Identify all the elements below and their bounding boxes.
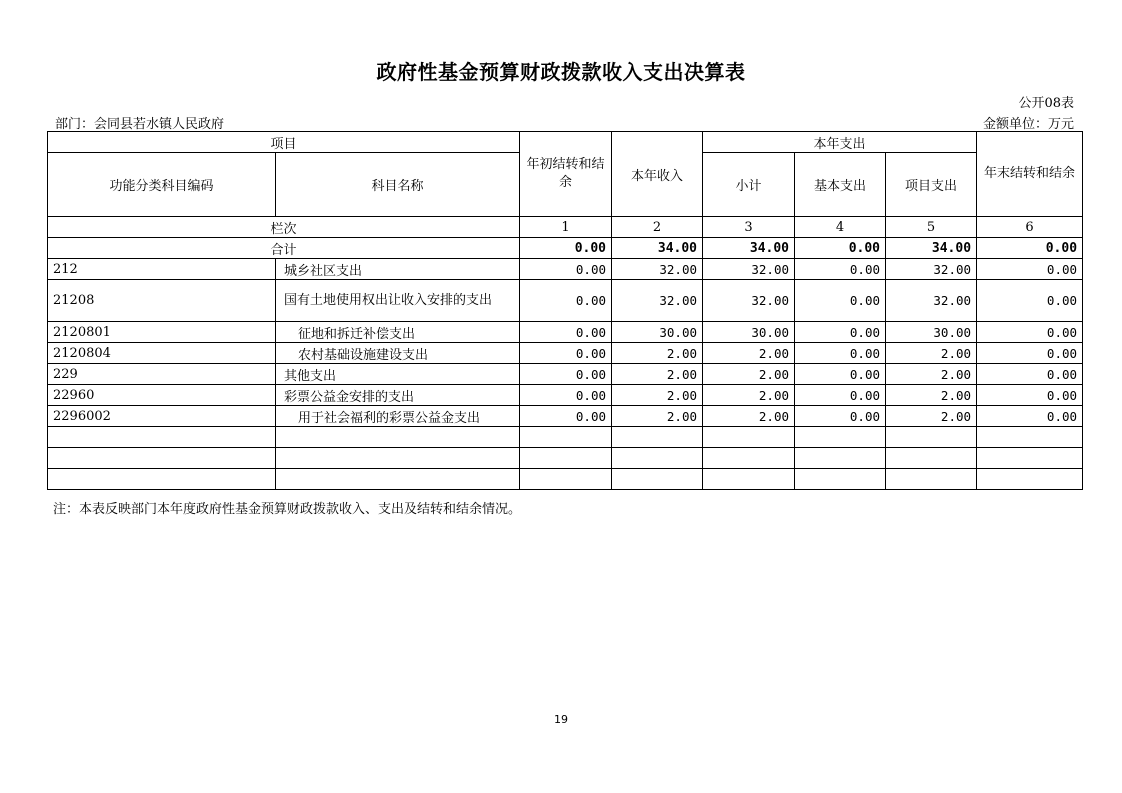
page-title: 政府性基金预算财政拨款收入支出决算表 [376, 60, 746, 84]
table-row [48, 280, 1083, 322]
row-value: 0.00 [520, 406, 612, 427]
row-name: 国有土地使用权出让收入安排的支出 [276, 280, 520, 322]
total-row [48, 238, 1083, 259]
row-value: 0.00 [795, 280, 886, 322]
lanci-row [48, 217, 1083, 238]
total-cell: 0.00 [977, 238, 1083, 259]
empty-row [48, 427, 1083, 448]
total-cell: 34.00 [886, 238, 977, 259]
row-value: 0.00 [520, 385, 612, 406]
row-value: 2.00 [612, 406, 703, 427]
row-code: 2120801 [48, 322, 276, 343]
row-value: 0.00 [977, 343, 1083, 364]
row-code: 229 [48, 364, 276, 385]
row-value: 0.00 [520, 322, 612, 343]
row-code: 21208 [48, 280, 276, 322]
row-value: 0.00 [520, 280, 612, 322]
department-label: 部门：会同县若水镇人民政府 [55, 117, 225, 132]
page-number: 19 [554, 713, 568, 726]
header-basic: 基本支出 [795, 153, 886, 217]
row-value: 2.00 [612, 364, 703, 385]
total-cell: 34.00 [612, 238, 703, 259]
empty-row [48, 469, 1083, 490]
row-code: 22960 [48, 385, 276, 406]
header-begin-balance: 年初结转和结余 [520, 132, 612, 217]
row-value: 0.00 [520, 364, 612, 385]
footnote: 注：本表反映部门本年度政府性基金预算财政拨款收入、支出及结转和结余情况。 [53, 502, 522, 517]
row-name: 城乡社区支出 [276, 259, 520, 280]
row-value: 30.00 [703, 322, 795, 343]
row-name: 其他支出 [276, 364, 520, 385]
row-code: 2296002 [48, 406, 276, 427]
header-expense: 本年支出 [703, 132, 977, 153]
total-cell: 34.00 [703, 238, 795, 259]
row-value: 2.00 [703, 385, 795, 406]
row-value: 2.00 [612, 343, 703, 364]
header-project-expense: 项目支出 [886, 153, 977, 217]
lanci-cell: 4 [795, 217, 886, 238]
table-row [48, 406, 1083, 427]
row-value: 0.00 [795, 364, 886, 385]
row-value: 0.00 [977, 406, 1083, 427]
budget-table [47, 131, 1083, 490]
row-value: 30.00 [886, 322, 977, 343]
row-value: 0.00 [795, 406, 886, 427]
lanci-cell: 1 [520, 217, 612, 238]
row-name: 彩票公益金安排的支出 [276, 385, 520, 406]
row-value: 32.00 [612, 280, 703, 322]
header-code: 功能分类科目编码 [48, 153, 276, 217]
row-value: 0.00 [977, 364, 1083, 385]
row-value: 0.00 [520, 343, 612, 364]
row-value: 2.00 [703, 406, 795, 427]
row-value: 0.00 [795, 259, 886, 280]
header-income: 本年收入 [612, 132, 703, 217]
lanci-cell: 2 [612, 217, 703, 238]
header-end-balance: 年末结转和结余 [977, 132, 1083, 217]
row-value: 2.00 [703, 343, 795, 364]
table-row [48, 343, 1083, 364]
row-value: 30.00 [612, 322, 703, 343]
lanci-cell: 6 [977, 217, 1083, 238]
lanci-cell: 5 [886, 217, 977, 238]
row-value: 2.00 [703, 364, 795, 385]
row-code: 2120804 [48, 343, 276, 364]
row-value: 0.00 [977, 280, 1083, 322]
amount-unit-label: 金额单位：万元 [982, 117, 1074, 132]
row-value: 0.00 [977, 385, 1083, 406]
table-row [48, 385, 1083, 406]
row-value: 0.00 [977, 259, 1083, 280]
table-row [48, 259, 1083, 280]
header-name: 科目名称 [276, 153, 520, 217]
empty-row [48, 448, 1083, 469]
row-value: 0.00 [977, 322, 1083, 343]
total-label: 合计 [48, 238, 520, 259]
row-value: 32.00 [886, 259, 977, 280]
total-cell: 0.00 [795, 238, 886, 259]
header-project: 项目 [48, 132, 520, 153]
row-value: 32.00 [886, 280, 977, 322]
row-value: 2.00 [612, 385, 703, 406]
lanci-cell: 3 [703, 217, 795, 238]
row-value: 0.00 [795, 385, 886, 406]
row-value: 2.00 [886, 343, 977, 364]
row-name: 农村基础设施建设支出 [276, 343, 520, 364]
row-value: 32.00 [703, 259, 795, 280]
table-row [48, 322, 1083, 343]
lanci-label: 栏次 [48, 217, 520, 238]
form-number: 公开08表 [1018, 96, 1074, 111]
row-value: 0.00 [795, 343, 886, 364]
row-name: 用于社会福利的彩票公益金支出 [276, 406, 520, 427]
row-value: 32.00 [612, 259, 703, 280]
row-value: 0.00 [520, 259, 612, 280]
row-name: 征地和拆迁补偿支出 [276, 322, 520, 343]
row-code: 212 [48, 259, 276, 280]
total-cell: 0.00 [520, 238, 612, 259]
row-value: 2.00 [886, 406, 977, 427]
table-row [48, 364, 1083, 385]
row-value: 2.00 [886, 364, 977, 385]
header-subtotal: 小计 [703, 153, 795, 217]
row-value: 2.00 [886, 385, 977, 406]
row-value: 32.00 [703, 280, 795, 322]
row-value: 0.00 [795, 322, 886, 343]
